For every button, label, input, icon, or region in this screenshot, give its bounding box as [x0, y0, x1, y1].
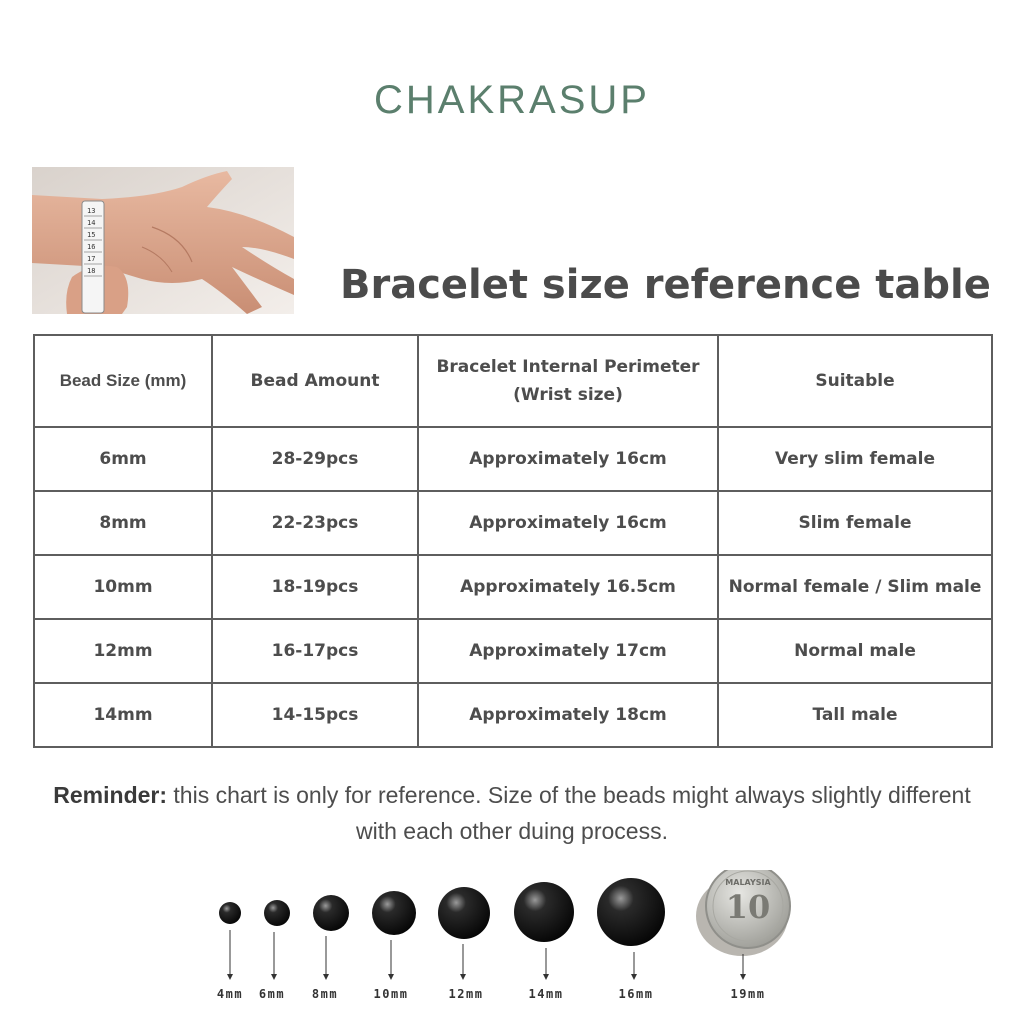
table-row — [34, 427, 992, 491]
tape-mark-label: 16 — [87, 243, 96, 251]
cell-suitable: Slim female — [718, 491, 992, 555]
cell-perimeter: Approximately 16cm — [418, 491, 718, 555]
bead-size-comparison — [0, 870, 1024, 1010]
header-perimeter — [418, 335, 718, 427]
bead-label-19mm: 19mm — [730, 987, 766, 1001]
bracelet-size-table — [33, 334, 993, 748]
bead-6mm — [259, 900, 290, 1001]
cell-perimeter: Approximately 16cm — [418, 427, 718, 491]
brand-name: CHAKRASUP — [374, 78, 650, 122]
cell-suitable: Normal female / Slim male — [718, 555, 992, 619]
page-title: Bracelet size reference table — [340, 262, 991, 308]
bead-14mm — [514, 882, 574, 1001]
table-header-row — [34, 335, 992, 427]
reminder-text: this chart is only for reference. Size of the beads might always slightly different with each other duing process. — [173, 782, 971, 844]
table-row — [34, 683, 992, 747]
cell-bead-size: 12mm — [34, 619, 212, 683]
bead-label-8mm: 8mm — [311, 987, 339, 1001]
header-bead-amount: Bead Amount — [212, 335, 418, 427]
header-perimeter-line2: (Wrist size) — [513, 385, 623, 405]
tape-mark-label: 18 — [87, 267, 96, 275]
table-row — [34, 491, 992, 555]
cell-bead-size: 8mm — [34, 491, 212, 555]
cell-bead-amount: 28-29pcs — [212, 427, 418, 491]
tape-mark-label: 14 — [87, 219, 96, 227]
cell-bead-size: 6mm — [34, 427, 212, 491]
cell-perimeter: Approximately 16.5cm — [418, 555, 718, 619]
bead-label-6mm: 6mm — [258, 987, 286, 1001]
cell-perimeter: Approximately 17cm — [418, 619, 718, 683]
bead-label-4mm: 4mm — [216, 987, 244, 1001]
tape-mark-label: 13 — [87, 207, 96, 215]
cell-bead-amount: 16-17pcs — [212, 619, 418, 683]
cell-bead-size: 14mm — [34, 683, 212, 747]
wrist-photo-illustration — [32, 167, 294, 314]
table-row — [34, 555, 992, 619]
wrist-measuring-photo — [32, 167, 294, 314]
header-suitable: Suitable — [718, 335, 992, 427]
cell-suitable: Tall male — [718, 683, 992, 747]
bead-16mm — [597, 878, 665, 1001]
bead-label-12mm: 12mm — [448, 987, 484, 1001]
reminder-label: Reminder: — [53, 782, 168, 808]
cell-bead-amount: 14-15pcs — [212, 683, 418, 747]
cell-suitable: Normal male — [718, 619, 992, 683]
bead-label-16mm: 16mm — [618, 987, 654, 1001]
bead-8mm — [312, 895, 349, 1001]
bead-label-14mm: 14mm — [528, 987, 564, 1001]
reminder-note — [40, 777, 984, 849]
coin-value: 10 — [725, 888, 771, 926]
bead-10mm — [372, 891, 416, 1001]
cell-suitable: Very slim female — [718, 427, 992, 491]
bead-4mm — [217, 902, 243, 1001]
coin-text: MALAYSIA — [725, 878, 771, 887]
cell-perimeter: Approximately 18cm — [418, 683, 718, 747]
bead-12mm — [438, 887, 490, 1001]
cell-bead-amount: 22-23pcs — [212, 491, 418, 555]
cell-bead-amount: 18-19pcs — [212, 555, 418, 619]
cell-bead-size: 10mm — [34, 555, 212, 619]
coin-19mm — [696, 870, 790, 1001]
tape-mark-label: 17 — [87, 255, 96, 263]
table-row — [34, 619, 992, 683]
bead-label-10mm: 10mm — [373, 987, 409, 1001]
tape-mark-label: 15 — [87, 231, 96, 239]
header-perimeter-line1: Bracelet Internal Perimeter — [436, 357, 700, 377]
header-bead-size: Bead Size (mm) — [34, 335, 212, 427]
